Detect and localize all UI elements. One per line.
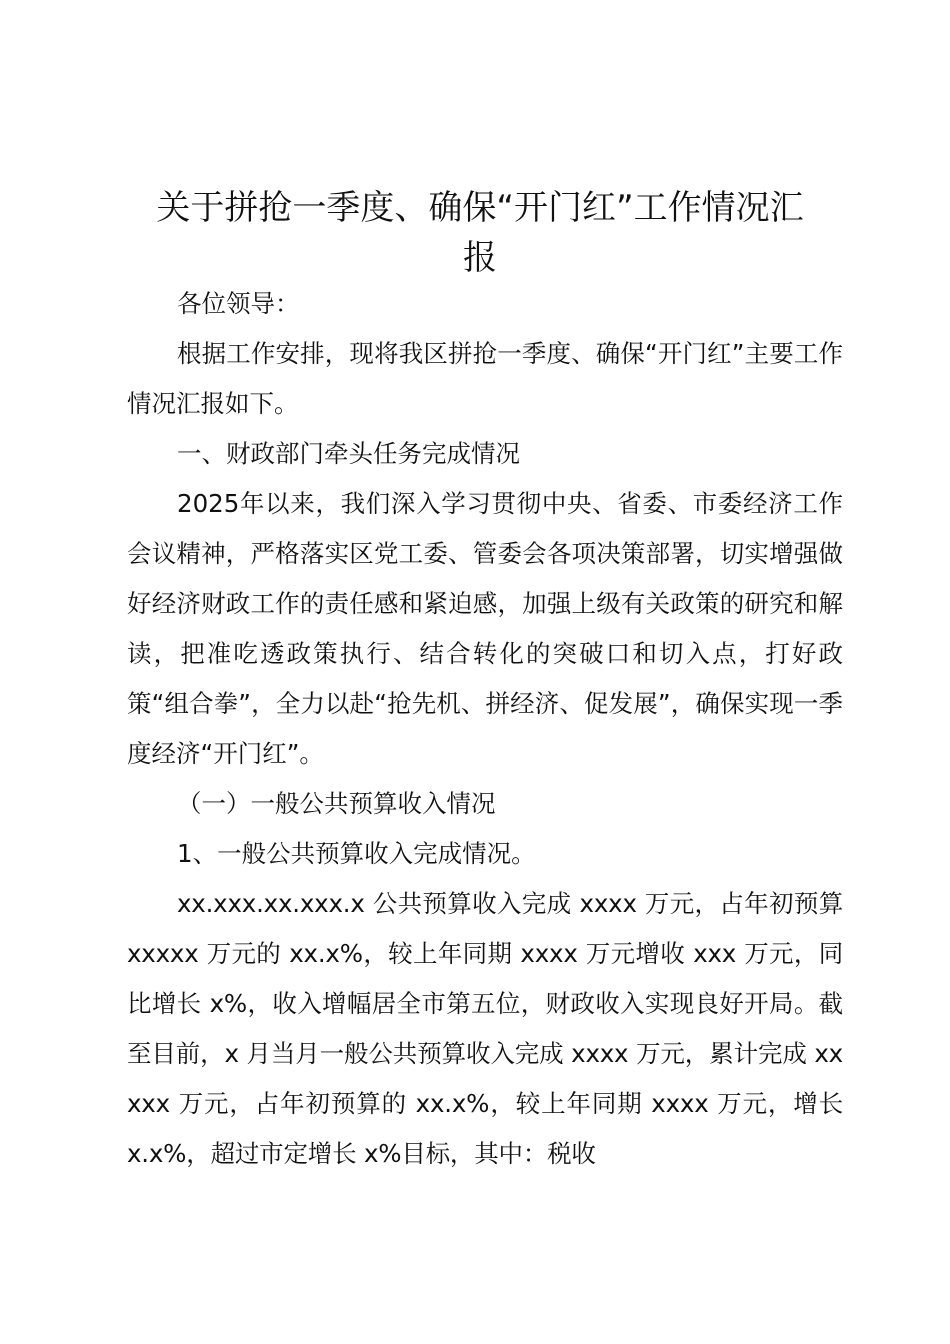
document-body <box>127 279 843 1179</box>
salutation: 各位领导： <box>177 289 300 318</box>
section-heading-1: 一、财政部门牵头任务完成情况 <box>177 439 520 468</box>
paragraph-overview: 2025年以来，我们深入学习贯彻中央、省委、市委经济工作会议精神，严格落实区党工委、管委会各项决策部署，切实增强做好经济财政工作的责任感和紧迫感，加强上级有关政策的研究和解读，把准吃透政策执行、结合转化的突破口和切入点，打好政策“组合拳”，全力以赴“抢先机、拼经济、促发展”，确保实现一季度经济“开门红”。 <box>127 489 843 768</box>
paragraph-intro: 根据工作安排，现将我区拼抢一季度、确保“开门红”主要工作情况汇报如下。 <box>127 339 843 418</box>
document-title <box>110 183 850 283</box>
paragraph-revenue: xx.xxx.xx.xxx.x 公共预算收入完成 xxxx 万元，占年初预算 xxxxx 万元的 xx.x%，较上年同期 xxxx 万元增收 xxx 万元，同比增长 x%，收入增幅居全市第五位，财政收入实现良好开局。截至目前，x 月当月一般公共预算收入完成 xxxx 万元，累计完成 xxxxx 万元，占年初预算的 xx.x%，较上年同期 xxxx 万元，增长 x.x%，超过市定增长 x%目标，其中：税收 <box>127 889 843 1168</box>
subsection-heading-1: （一）一般公共预算收入情况 <box>177 789 496 818</box>
title-line-1: 关于拼抢一季度、确保“开门红”工作情况汇 <box>156 188 804 228</box>
item-heading-1: 1、一般公共预算收入完成情况。 <box>177 839 536 868</box>
title-line-2: 报 <box>463 238 497 278</box>
